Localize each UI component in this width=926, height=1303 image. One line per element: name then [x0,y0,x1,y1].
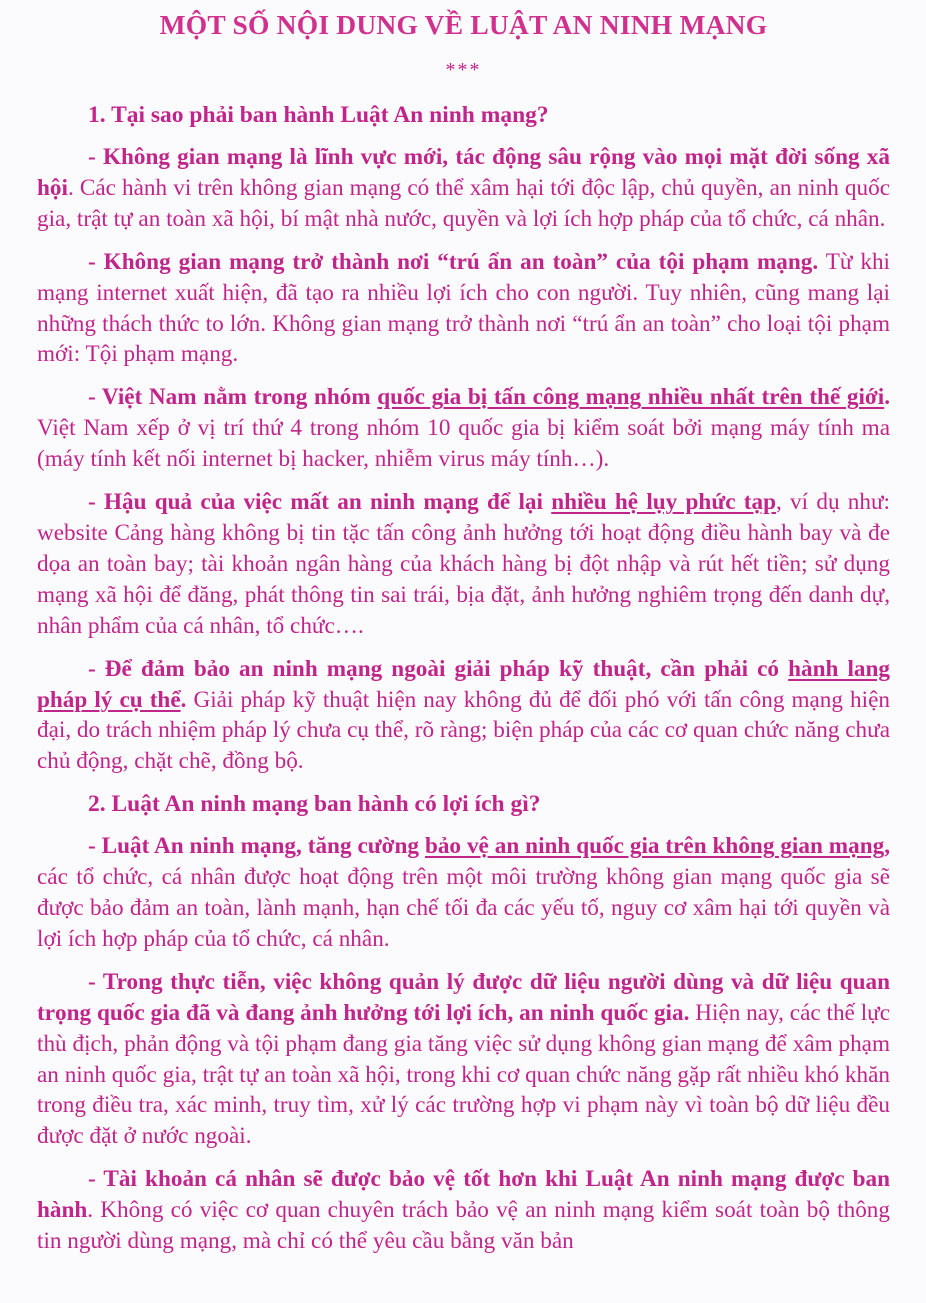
paragraph-bold-lead: - Không gian mạng trở thành nơi “trú ẩn an toàn” của tội phạm mạng. [88,248,819,275]
paragraph-body: các tổ chức, cá nhân được hoạt động trên một môi trường không gian mạng quốc gia sẽ được bảo đảm an toàn, lành mạnh, hạn chế tối đa các yếu tố, nguy cơ xâm hại tới quyền và lợi ích hợp pháp của tổ chức, cá nhân. [37,864,890,952]
paragraph-body: , ví dụ như: website Cảng hàng không bị tin tặc tấn công ảnh hưởng tới hoạt động điều hành bay và đe dọa an toàn bay; tài khoản ngân hàng của khách hàng bị đột nhập và rút hết tiền; sử dụng mạng xã hội để đăng, phát thông tin sai trái, bịa đặt, ảnh hưởng nghiêm trọng đến danh dự, nhân phẩm của cá nhân, tổ chức…. [37,489,890,639]
section-2-heading: 2. Luật An ninh mạng ban hành có lợi ích gì? [88,791,541,818]
paragraph-bold-lead: - Việt Nam nằm trong nhóm [88,384,378,411]
paragraph-bold-lead: - Trong thực tiễn, việc không quản lý được dữ liệu người dùng và dữ liệu quan trọng quốc gia đã và đang ảnh hưởng tới lợi ích, an ninh quốc gia. [37,968,890,1026]
underlined-emphasis: hành lang pháp lý cụ thể [37,655,890,713]
paragraph-bold-tail: . [884,384,890,411]
section-1-paragraph-2 [37,247,890,371]
underlined-emphasis: bảo vệ an ninh quốc gia trên không gian mạng [424,833,885,860]
paragraph-body: Từ khi mạng internet xuất hiện, đã tạo ra nhiều lợi ích cho con người. Tuy nhiên, cũng mang lại những thách thức to lớn. Không gian mạng trở thành nơi “trú ẩn an toàn” cho loại tội phạm mới: Tội phạm mạng. [37,248,890,368]
section-1-paragraph-3 [37,382,890,475]
section-2-paragraph-1 [37,831,890,955]
section-1-paragraph-4 [37,487,890,642]
section-1-paragraph-5 [37,654,890,778]
underlined-emphasis: quốc gia bị tấn công mạng nhiều nhất trên thế giới [377,384,885,411]
paragraph-bold-tail: . [180,686,187,713]
title-separator: *** [445,59,482,81]
paragraph-bold-lead: - Để đảm bảo an ninh mạng ngoài giải pháp kỹ thuật, cần phải có [88,655,789,682]
paragraph-bold-lead: - Không gian mạng là lĩnh vực mới, tác động sâu rộng vào mọi mặt đời sống xã hội [37,144,890,201]
paragraph-body: Hiện nay, các thế lực thù địch, phản động và tội phạm đang gia tăng việc sử dụng không gian mạng để xâm phạm an ninh quốc gia, trật tự an toàn xã hội, trong khi cơ quan chức năng gặp rất nhiều khó khăn trong điều tra, xác minh, truy tìm, xử lý các trường hợp vi phạm này vì toàn bộ dữ liệu đều được đặt ở nước ngoài. [37,999,890,1150]
paragraph-bold-lead: - Tài khoản cá nhân sẽ được bảo vệ tốt hơn khi Luật An ninh mạng được ban hành [37,1166,890,1224]
section-1-paragraph-1 [37,142,890,235]
section-1-heading: 1. Tại sao phải ban hành Luật An ninh mạng? [88,102,549,128]
paragraph-bold-tail: , [884,833,890,860]
paragraph-body: . Không có việc cơ quan chuyên trách bảo vệ an ninh mạng kiểm soát toàn bộ thông tin người dùng mạng, mà chỉ có thể yêu cầu bằng văn bản [37,1197,890,1255]
paragraph-bold-lead: - Hậu quả của việc mất an ninh mạng để lại [88,489,552,516]
paragraph-body: Giải pháp kỹ thuật hiện nay không đủ để đối phó với tấn công mạng hiện đại, do trách nhiệm pháp lý chưa cụ thể, rõ ràng; biện pháp của các cơ quan chức năng chưa chủ động, chặt chẽ, đồng bộ. [37,686,890,775]
paragraph-body: . Các hành vi trên không gian mạng có thể xâm hại tới độc lập, chủ quyền, an ninh quốc gia, trật tự an toàn xã hội, bí mật nhà nước, quyền và lợi ích hợp pháp của tổ chức, cá nhân. [37,174,890,232]
paragraph-bold-lead: - Luật An ninh mạng, tăng cường [88,833,425,860]
underlined-emphasis: nhiều hệ lụy phức tạp [551,489,776,516]
page-title: MỘT SỐ NỘI DUNG VỀ LUẬT AN NINH MẠNG [159,9,768,40]
paragraph-body: Việt Nam xếp ở vị trí thứ 4 trong nhóm 10 quốc gia bị kiểm soát bởi mạng máy tính ma (máy tính kết nối internet bị hacker, nhiễm virus máy tính…). [37,415,890,473]
section-2-paragraph-3 [37,1164,890,1257]
section-2-paragraph-2 [37,967,890,1152]
